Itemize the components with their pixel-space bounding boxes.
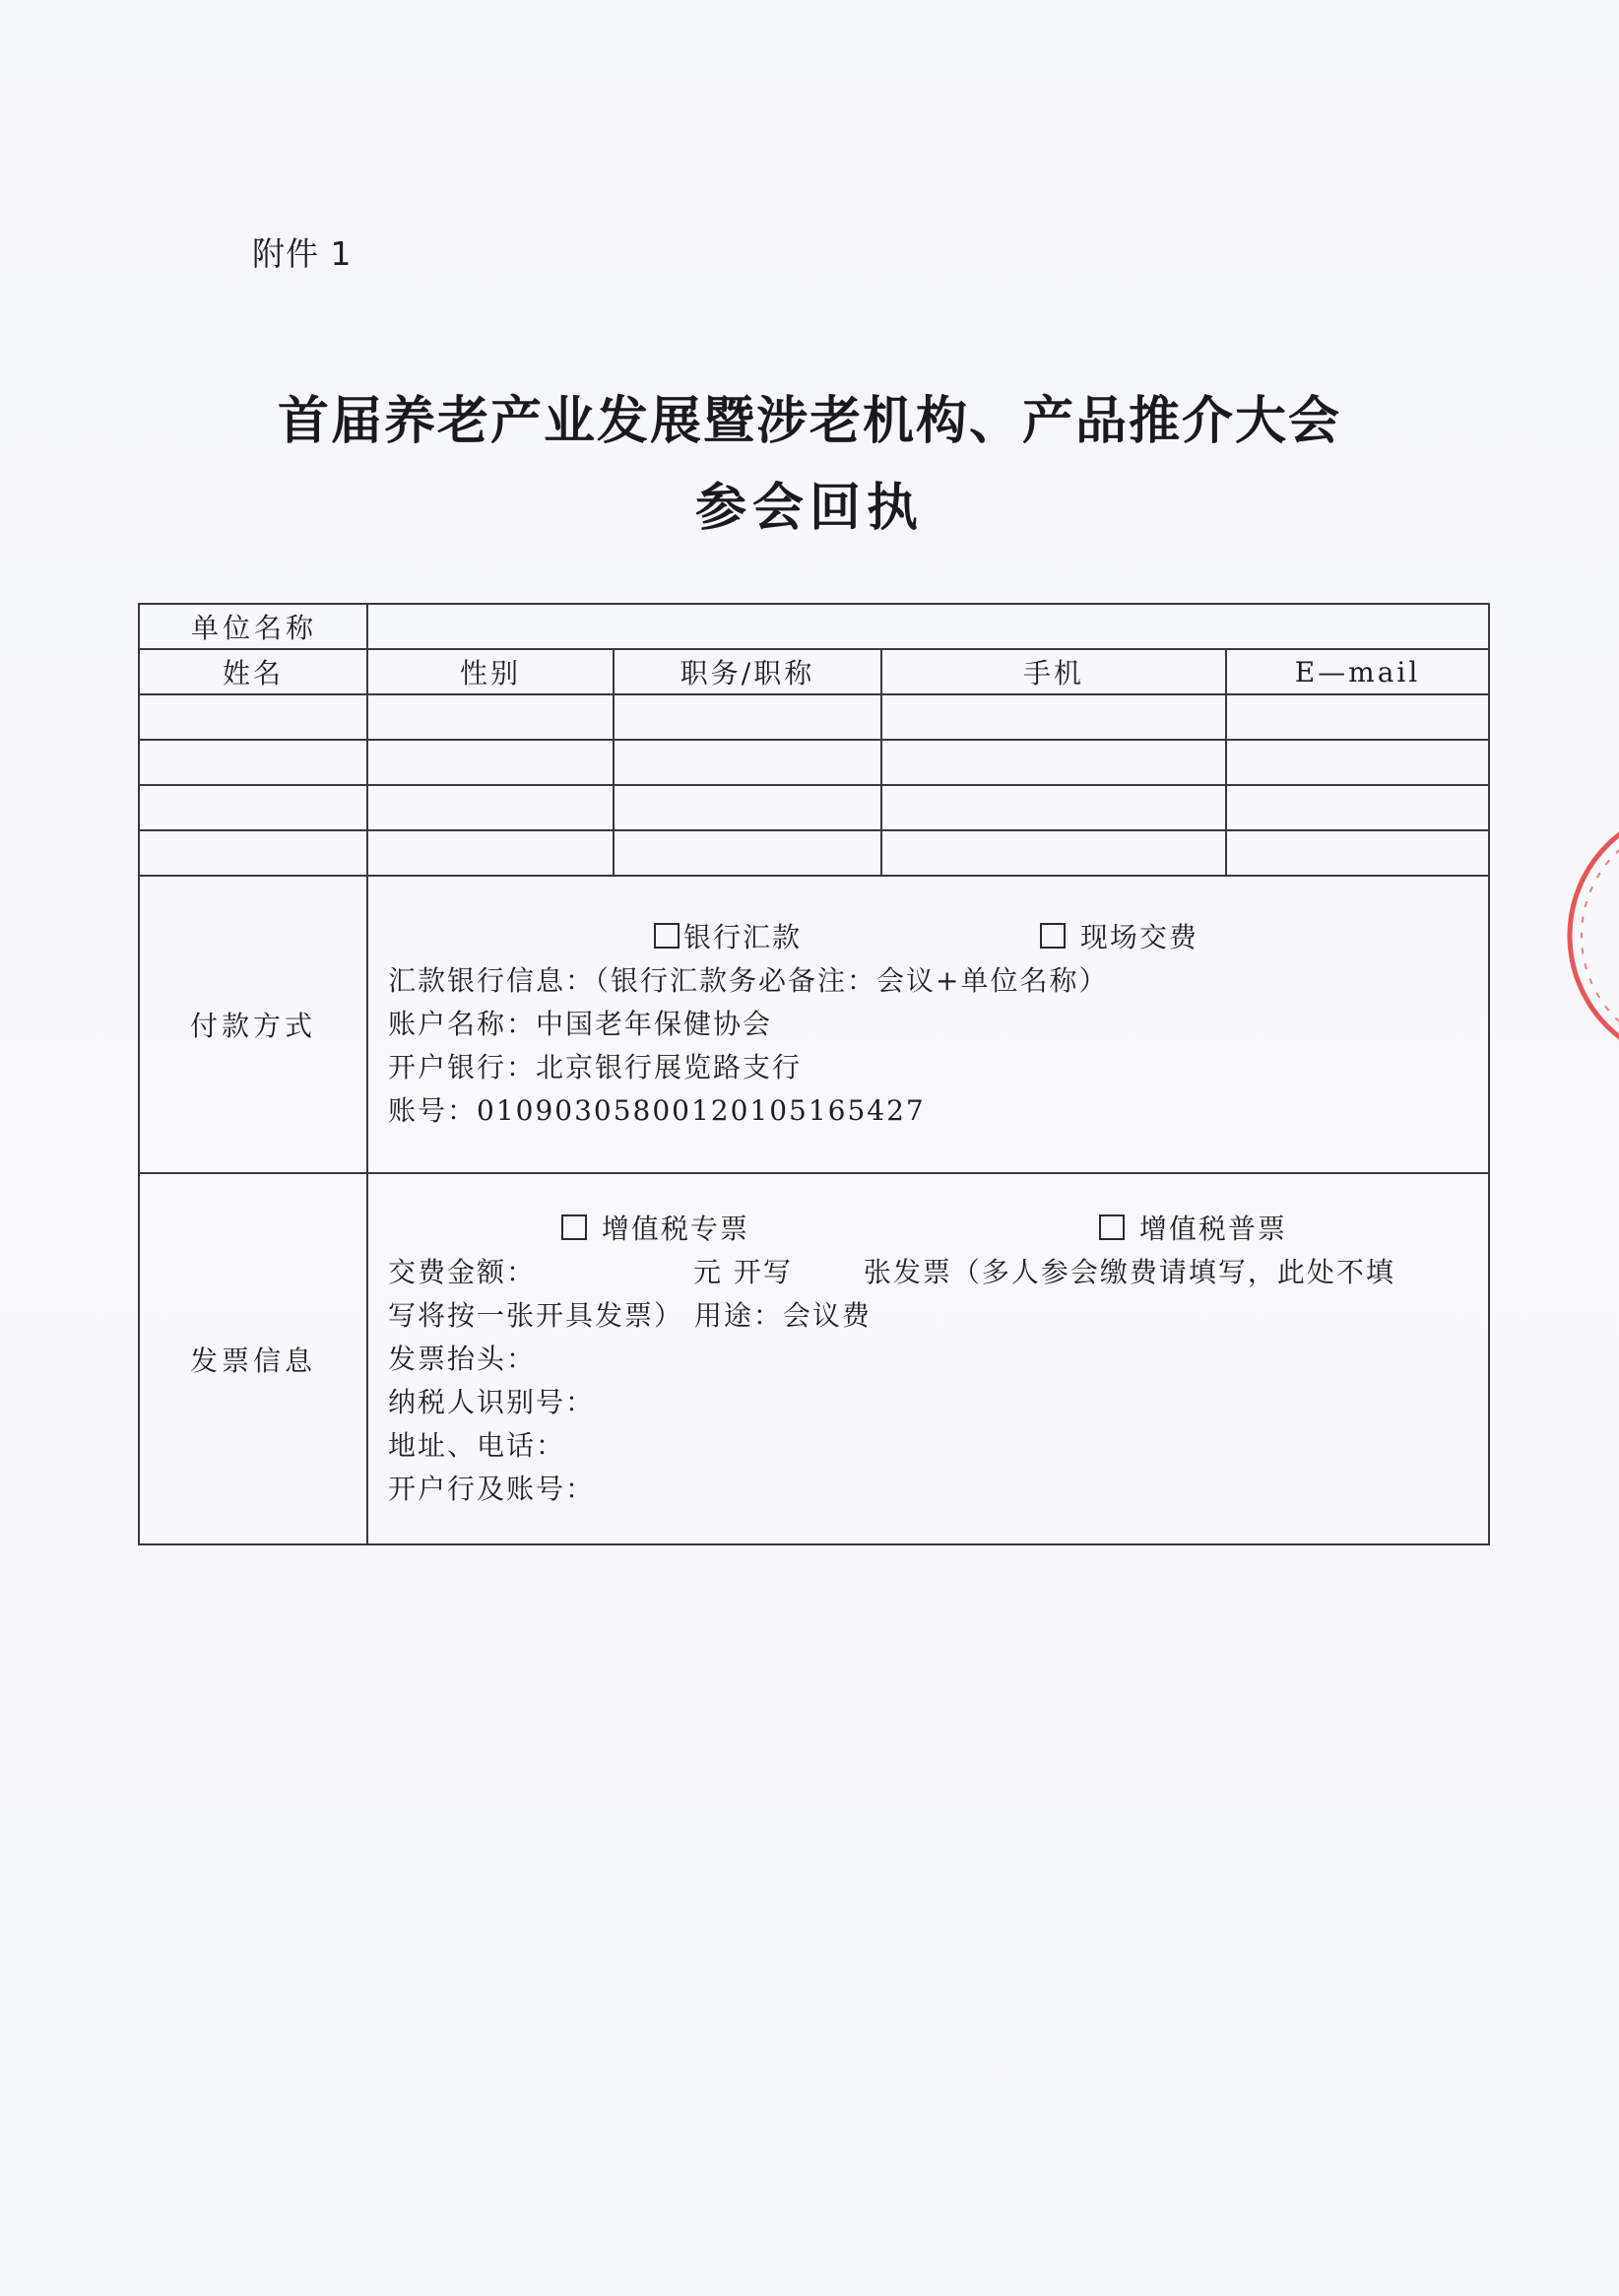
attendee-row	[139, 694, 1489, 740]
invoice-row	[139, 1173, 1489, 1544]
title-cell[interactable]	[614, 694, 881, 740]
vat-general-option[interactable]	[1099, 1208, 1287, 1251]
bank-transfer-option[interactable]	[654, 916, 802, 959]
name-cell[interactable]	[139, 830, 367, 876]
unit-name-field[interactable]	[367, 604, 1489, 649]
attendee-row	[139, 830, 1489, 876]
name-cell[interactable]	[139, 740, 367, 785]
amount-line	[388, 1251, 1488, 1294]
checkbox-icon[interactable]	[1099, 1214, 1125, 1240]
gender-cell[interactable]	[367, 694, 614, 740]
mobile-cell[interactable]	[881, 694, 1226, 740]
email-cell[interactable]	[1226, 694, 1489, 740]
checkbox-icon[interactable]	[1040, 923, 1066, 949]
title-cell[interactable]	[614, 830, 881, 876]
header-name: 姓名	[139, 649, 367, 694]
header-email: E—mail	[1226, 649, 1489, 694]
payment-label: 付款方式	[139, 876, 367, 1173]
amount-prefix: 交费金额：	[388, 1255, 537, 1288]
bank-transfer-label: 银行汇款	[683, 921, 803, 953]
gender-cell[interactable]	[367, 830, 614, 876]
gender-cell[interactable]	[367, 740, 614, 785]
checkbox-icon[interactable]	[561, 1214, 587, 1240]
bank-info-line: 汇款银行信息：（银行汇款务必备注：会议+单位名称）	[388, 964, 1109, 997]
registration-form-table	[138, 603, 1490, 1545]
address-phone-line: 地址、电话：	[388, 1428, 566, 1462]
mobile-cell[interactable]	[881, 785, 1226, 830]
email-cell[interactable]	[1226, 830, 1489, 876]
invoice-title-line: 发票抬头：	[388, 1342, 537, 1375]
name-cell[interactable]	[139, 694, 367, 740]
attendee-row	[139, 785, 1489, 830]
header-row	[139, 649, 1489, 694]
gender-cell[interactable]	[367, 785, 614, 830]
account-name-line: 账户名称：中国老年保健协会	[388, 1008, 773, 1040]
payment-row	[139, 876, 1489, 1173]
mobile-cell[interactable]	[881, 740, 1226, 785]
page-subtitle: 参会回执	[694, 479, 924, 538]
bank-branch-line: 开户银行：北京银行展览路支行	[388, 1051, 803, 1083]
onsite-payment-label: 现场交费	[1079, 921, 1198, 953]
amount-mid: 元 开写	[693, 1255, 793, 1288]
checkbox-icon[interactable]	[654, 923, 680, 949]
onsite-payment-option[interactable]	[1040, 916, 1198, 959]
payment-details	[367, 876, 1489, 1173]
account-number-line: 账号：01090305800120105165427	[388, 1094, 926, 1127]
vat-general-label: 增值税普票	[1138, 1212, 1287, 1245]
red-seal-stamp	[1550, 788, 1619, 1083]
title-cell[interactable]	[614, 785, 881, 830]
invoice-label: 发票信息	[139, 1173, 367, 1544]
unit-name-label: 单位名称	[139, 604, 367, 649]
vat-special-option[interactable]	[561, 1208, 749, 1251]
email-cell[interactable]	[1226, 785, 1489, 830]
attachment-label: 附件 1	[252, 234, 353, 273]
unit-row	[139, 604, 1489, 649]
title-cell[interactable]	[614, 740, 881, 785]
header-mobile: 手机	[881, 649, 1226, 694]
amount-suffix: 张发票（多人参会缴费请填写，此处不填	[863, 1255, 1395, 1288]
header-title: 职务/职称	[614, 649, 881, 694]
email-cell[interactable]	[1226, 740, 1489, 785]
mobile-cell[interactable]	[881, 830, 1226, 876]
bank-account-line: 开户行及账号：	[388, 1472, 596, 1505]
name-cell[interactable]	[139, 785, 367, 830]
invoice-details	[367, 1173, 1489, 1544]
page-title: 首届养老产业发展暨涉老机构、产品推介大会	[277, 392, 1341, 451]
taxpayer-id-line: 纳税人识别号：	[388, 1385, 596, 1418]
purpose-line: 写将按一张开具发票） 用途：会议费	[388, 1298, 872, 1332]
header-gender: 性别	[367, 649, 614, 694]
attendee-row	[139, 740, 1489, 785]
vat-special-label: 增值税专票	[601, 1212, 749, 1245]
